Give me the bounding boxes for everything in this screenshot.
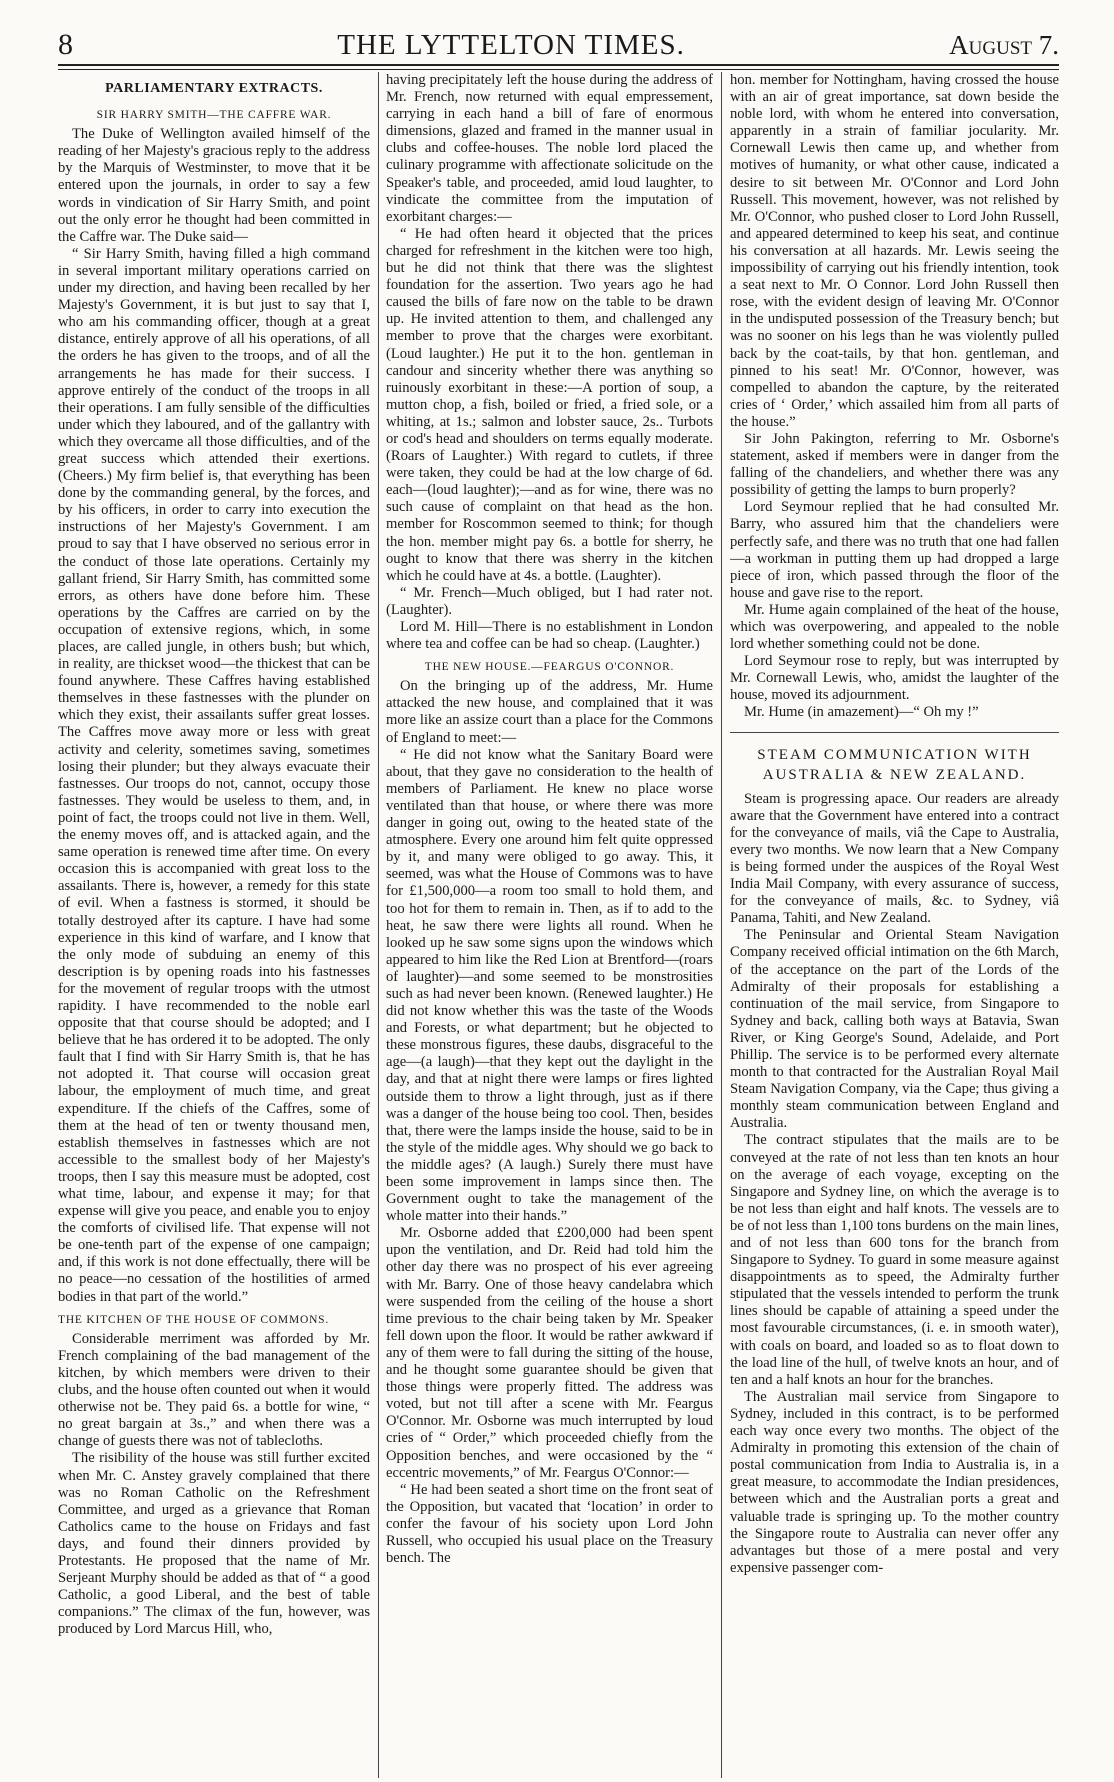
paragraph: The Peninsular and Oriental Steam Navigation Company received official intimation on the 6th March, of the acceptance on the part of the Lords of the Admiralty of their proposals for establishing a continuation of the mail service, from Singapore to Sydney and back, calling both ways at Batavia, Swan River, or King George's Sound, Adelaide, and Port Phillip. The service is to be performed every alternate month to that contracted for the Australian Royal Mail Steam Navigation Company, via the Cape; thus giving a monthly steam communication between England and Australia. (730, 927, 1059, 1132)
paragraph: “ He had been seated a short time on the front seat of the Opposition, but vacated that ‘location’ in order to confer the favour of his society upon Lord John Russell, who occupied his usual place on the Treasury bench. The (386, 1481, 713, 1567)
newspaper-title: THE LYTTELTON TIMES. (337, 29, 685, 61)
paragraph: On the bringing up of the address, Mr. Hume attacked the new house, and complained that it was more like an assize court than a place for the Commons of England to meet:— (386, 678, 713, 746)
paragraph: Lord M. Hill—There is no establishment in London where tea and coffee can be had so cheap. (Laughter.) (386, 619, 713, 653)
paragraph: Mr. Hume again complained of the heat of the house, which was overpowering, and appealed to the noble lord whether something could not be done. (730, 601, 1059, 653)
paragraph: Steam is progressing apace. Our readers are already aware that the Government have entered into a contract for the conveyance of mails, viâ the Cape to Australia, every two months. We now learn that a New Company is being formed under the auspices of the Royal West India Mail Company, with every assurance of success, for the conveyance of mails, &c. to Sydney, viâ Panama, Tahiti, and New Zealand. (730, 790, 1059, 927)
masthead-rule (58, 64, 1059, 66)
paragraph: Mr. Osborne added that £200,000 had been spent upon the ventilation, and Dr. Reid had told him the other day there was no prospect of his ever agreeing with Mr. Barry. One of those heavy candelabra which were suspended from the ceiling of the house a short time previous to the chair being taken by Mr. Speaker fell down upon the floor. It would be rather awkward if any of them were to fall during the sitting of the house, and he thought some guarantee should be given that those things were properly fitted. The address was voted, but not till after a scene with Mr. Feargus O'Connor. Mr. Osborne was much interrupted by loud cries of “ Order,” which proceeded chiefly from the Opposition benches, and were occasioned by the “ eccentric movements,” of Mr. Feargus O'Connor:— (386, 1225, 713, 1481)
masthead (58, 22, 1059, 60)
column-1 (58, 72, 370, 1780)
paragraph: Sir John Pakington, referring to Mr. Osborne's statement, asked if members were in danger from the falling of the chandeliers, and whether there was any possibility of getting the lamps to burn properly? (730, 430, 1059, 499)
article-subheading: THE KITCHEN OF THE HOUSE OF COMMONS. (58, 1313, 330, 1326)
page-number: 8 (58, 28, 73, 61)
paragraph: The contract stipulates that the mails are to be conveyed at the rate of not less than ten knots an hour on the average of each voyage, excepting on the Singapore and Sydney line, on which the average is to be not less than eight and half knots. The vessels are to be of not less than 1,100 tons burdens on the main lines, and of not less than 600 tons for the branch from Singapore to Sydney. To guard in some measure against disappointments as to speed, the Admiralty further stipulated that the vessels intended to perform the trunk lines should be capable of attaining a speed under the most favourable circumstances, (i. e. in smooth water), with coals on board, and loaded so as to float down to the load line of the hull, of twelve knots an hour, and of ten and a half knots an hour for the branches. (730, 1132, 1059, 1388)
column-divider (721, 72, 722, 1778)
paragraph: Mr. Hume (in amazement)—“ Oh my !” (744, 704, 979, 721)
article-heading: STEAM COMMUNICATION WITH AUSTRALIA & NEW ZEALAND. (757, 746, 1032, 783)
paragraph: The Duke of Wellington availed himself of the reading of her Majesty's gracious reply to the address by the Marquis of Westminster, to move that it be entered upon the journals, in order to say a few words in vindication of Sir Harry Smith, and point out the only error he thought had been committed in the Caffre war. The Duke said— (58, 126, 370, 245)
paragraph: Considerable merriment was afforded by Mr. French complaining of the bad management of the kitchen, by which members were driven to their clubs, and the house often counted out when it would otherwise not be. They paid 6s. a bottle for wine, “ no great bargain at 3s.,” and when there was a change of guests there was not of tablecloths. (58, 1330, 370, 1450)
column-2 (386, 72, 713, 1780)
section-divider (730, 732, 1059, 733)
section-heading: PARLIAMENTARY EXTRACTS. (105, 81, 323, 96)
paragraph: “ He had often heard it objected that the prices charged for refreshment in the kitchen were too high, but he did not think that there was the slightest foundation for the assertion. Two years ago he had caused the bills of fare now on the table to be drawn up. He invited attention to them, and challenged any member to prove that the charges were exorbitant. (Loud laughter.) He put it to the hon. gentleman in candour and sincerity whether there was anything so ruinously exorbitant in these:—A portion of soup, a mutton chop, a fish, boiled or fried, a fried sole, or a whiting, at 1s.; salmon and lobster sauce, 2s.. Turbots or cod's head and shoulders on terms equally moderate. (Roars of Laughter.) With regard to cutlets, if three were taken, they could be had at the low charge of 6d. each—(loud laughter);—and as for wine, there was no such cause of complaint on that head as the hon. member for Roscommon seemed to think; for though the hon. member might pay 6s. a bottle for sherry, he ought to know that there was sherry in the kitchen which he could have at 4s. a bottle. (Laughter). (386, 225, 713, 584)
paragraph: “ Mr. French—Much obliged, but I had rater not. (Laughter). (386, 584, 713, 618)
paragraph: “ Sir Harry Smith, having filled a high command in several important military operations carried on under my direction, and having been recalled by her Majesty's Government, it is but just to say that I, who am his commanding officer, though at a great distance, entirely approve of all his operations, of all the orders he has given to the troops, and of all the arrangements he has made for their success. I approve entirely of the conduct of the troops in all their operations. I am fully sensible of the difficulties under which they laboured, and of the gallantry with which they overcame all those difficulties, and of the great success which attended their exertions. (Cheers.) My firm belief is, that everything has been done by the commanding general, by the forces, and by his officers, in order to carry into execution the instructions of her Majesty's Government. I am proud to say that I have observed no serious error in the conduct of those late operations. Certainly my gallant friend, Sir Harry Smith, has committed some errors, as others have done before him. These operations by the Caffres are carried on by the occupation of extensive regions, which, in some places, are called jungle, in others bush; but which, in reality, are thickset wood—the thickest that can be found anywhere. These Caffres having established themselves in these fastnesses with the plunder on which they exist, their assailants suffer great losses. The Caffres move away more or less with great activity and celerity, sometimes saving, sometimes losing their plunder; but they always evacuate their fastnesses. Our troops do not, cannot, occupy those fastnesses. They would be useless to them, and, in point of fact, the troops could not live in them. Well, the enemy moves off, and is attacked again, and the same operation is renewed time after time. On every occasion this is accompanied with great loss to the assailants. There is, however, a remedy for this state of evil. When a fastness is stormed, it should be totally destroyed after its capture. I have had some experience in this kind of warfare, and I know that the only mode of subduing an enemy of this description is by opening roads into his fastnesses for the movement of regular troops with the utmost rapidity. I have recommended to the noble earl opposite that that course should be adopted; and I believe that he has ordered it to be adopted. The only fault that I find with Sir Harry Smith is, that he has not adopted it. That course will occasion great labour, the employment of much time, and great expenditure. If the chiefs of the Caffres, some of them at the head of ten or twenty thousand men, establish themselves in fastnesses which are not accessible to the smallest body of her Majesty's troops, then I say this measure must be adopted, cost what time, labour, and expense it may; for that expense will give you peace, and enable you to enjoy the comforts of civilised life. That expense will not be one-tenth part of the expense of one campaign; and, if this work is not done effectually, there will be no peace—no cessation of the hostilities of armed bodies in that part of the world.” (58, 245, 370, 1305)
paragraph: The risibility of the house was still further excited when Mr. C. Anstey gravely complained that there was no Roman Catholic on the Refreshment Committee, and urged as a grievance that Roman Catholics came to the house on Fridays and fast days, and found their dinners provided by Protestants. He proposed that the name of Mr. Serjeant Murphy should be added as that of “ a good Catholic, a good Liberal, and the best of table companions.” The climax of the fun, however, was produced by Lord Marcus Hill, who, (58, 1450, 370, 1638)
issue-date: August 7. (949, 30, 1059, 60)
column-3 (730, 72, 1059, 1780)
column-divider (378, 72, 379, 1778)
article-subheading: SIR HARRY SMITH—THE CAFFRE WAR. (96, 109, 332, 122)
paragraph: Lord Seymour replied that he had consulted Mr. Barry, who assured him that the chandeliers were perfectly safe, and there was no truth that one had fallen—a workman in putting them up had dropped a large piece of iron, which passed through the floor of the house and gave rise to the report. (730, 499, 1059, 601)
paragraph: “ He did not know what the Sanitary Board were about, that they gave no consideration to the health of members of Parliament. He knew no place worse ventilated than that house, or where there was more danger in going out, owing to the heated state of the atmosphere. Every one around him felt quite oppressed by it, and many were obliged to go away. This, it seemed, was what the House of Commons was to have for £1,500,000—a room too small to hold them, and too hot for them to remain in. Then, as if to add to the heat, he saw there were lights all round. When he looked up he saw some signs upon the windows which appeared to him like the Red Lion at Brentford—(roars of laughter)—and some seemed to be monstrosities such as had never been known. (Renewed laughter.) He did not know whether this was the taste of the Woods and Forests, or what department; but he objected to these monstrous figures, these daubs, disgraceful to the age—(a laugh)—that they kept out the daylight in the day, and that at night there were lamps or fires lighted outside them to throw a light through, just as if there was a danger of the house being too cool. Then, besides that, there were the lamps inside the house, said to be in the style of the middle ages. Why should we go back to the middle ages? (A laugh.) Surely there must have been some improvement in lamps since then. The Government ought to take the management of the whole matter into their hands.” (386, 746, 713, 1225)
masthead-rule-thin (58, 69, 1059, 70)
paragraph: The Australian mail service from Singapore to Sydney, included in this contract, is to be performed each way once every two months. The object of the Admiralty in promoting this extension of the chain of postal communication from India to Australia is, in a great measure, to accommodate the Indian presidences, between which and the Australian ports a great and valuable trade is springing up. To the mother country the Singapore route to Australia can never offer any advantages but those of a mere postal and very expensive passenger com- (730, 1388, 1059, 1576)
paragraph: hon. member for Nottingham, having crossed the house with an air of great importance, sat down beside the noble lord, with whom he entered into conversation, apparently in a strain of familiar jocularity. Mr. Cornewall Lewis then came up, and whether from motives of humanity, or what other cause, indicated a desire to sit between Mr. O'Connor and Lord John Russell. This movement, however, was not relished by Mr. O'Connor, who pushed closer to Lord John Russell, and appeared determined to keep his seat, and continue his conversation at all hazards. Mr. Lewis seeing the impossibility of carrying out his friendly intention, took a seat next to Mr. O Connor. Lord John Russell then rose, with the evident design of leaving Mr. O'Connor in the undisputed possession of the Treasury bench; but was no sooner on his legs than he was violently pulled back by the coat-tails, by that hon. gentleman, and pinned to his seat! Mr. O'Connor, however, was compelled to abandon the capture, by the reiterated cries of ‘ Order,’ which assailed him from all parts of the house.” (730, 72, 1059, 430)
paragraph: having precipitately left the house during the address of Mr. French, now returned with equal empressement, carrying in each hand a bill of fare of enormous dimensions, glazed and framed in the manner usual in clubs and coffee-houses. The noble lord placed the culinary programme with affectionate solicitude on the Speaker's table, and proceeded, amid loud laughter, to vindicate the committee from the imputation of exorbitant charges:— (386, 72, 713, 225)
paragraph: Lord Seymour rose to reply, but was interrupted by Mr. Cornewall Lewis, who, amidst the laughter of the house, moved its adjournment. (730, 653, 1059, 704)
article-subheading: THE NEW HOUSE.—FEARGUS O'CONNOR. (424, 661, 675, 674)
